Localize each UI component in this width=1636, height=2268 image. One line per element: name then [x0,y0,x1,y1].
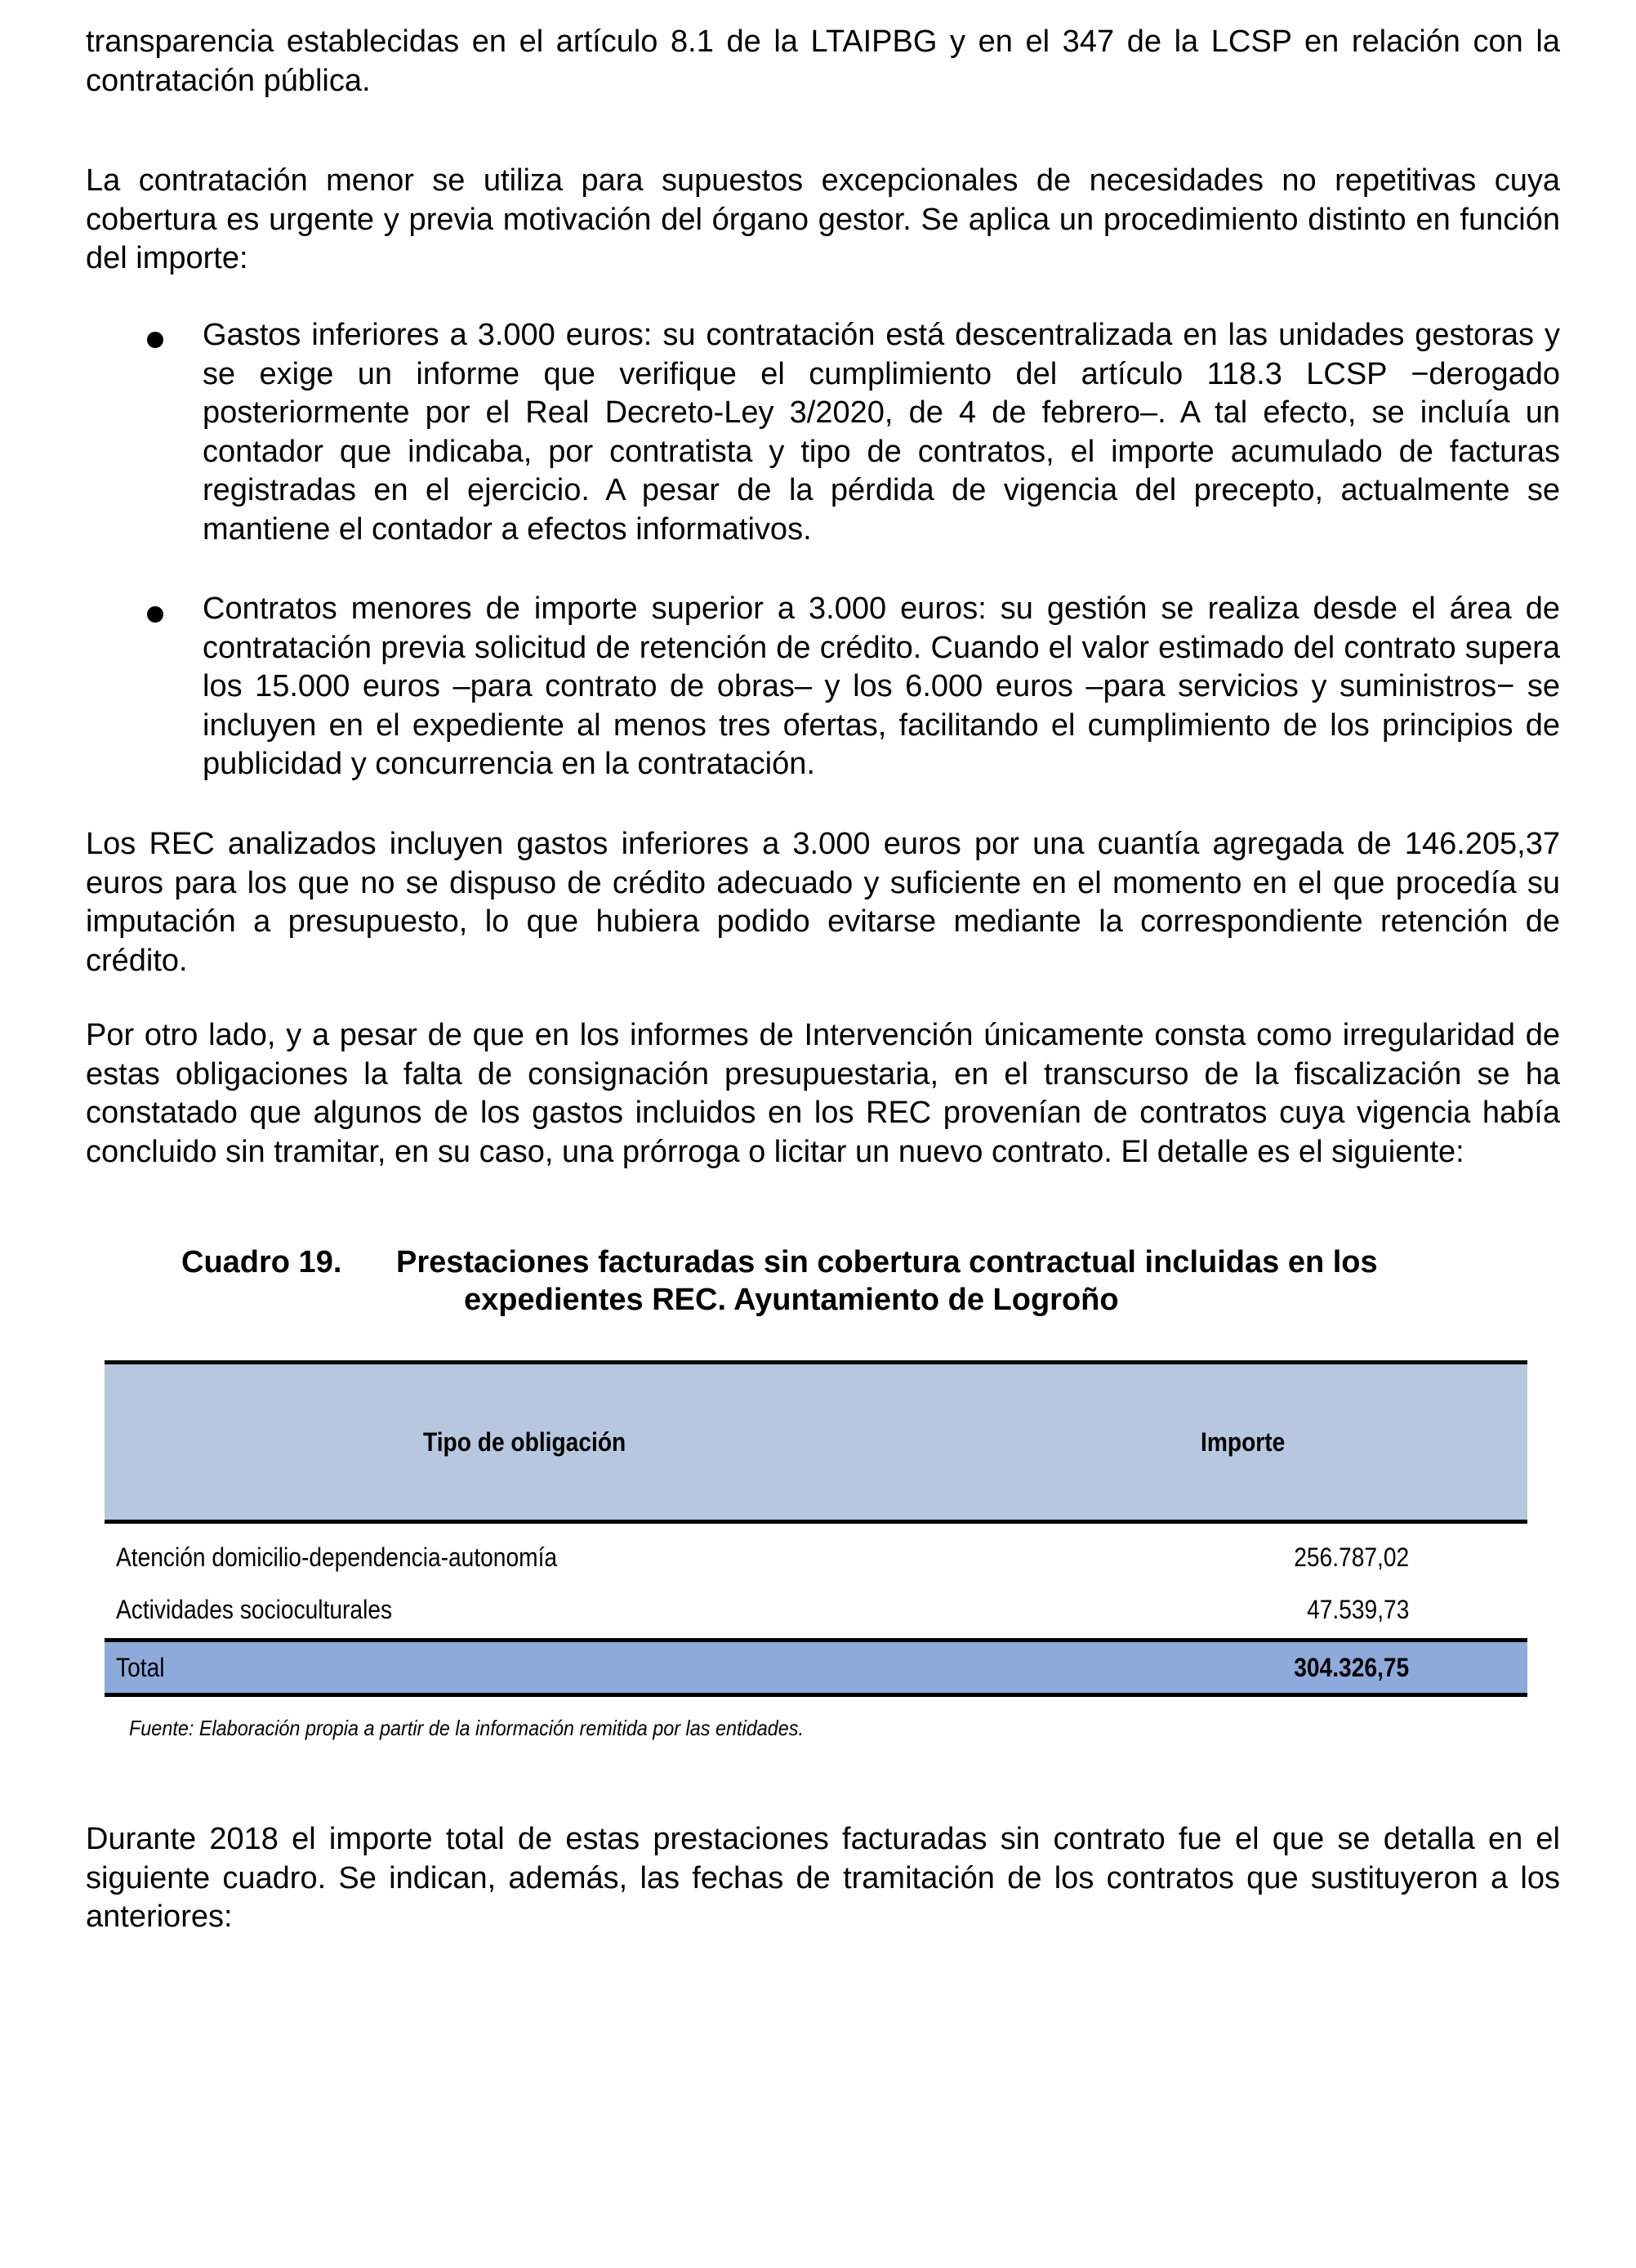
row-amount: 256.787,02 [1294,1543,1409,1572]
bullet-item-under-3000: Gastos inferiores a 3.000 euros: su contratación está descentralizada en las unidades gestoras y se exige un informe que verifique el cumplimiento del artículo 118.3 LCSP −derogado posteriormente por el Real Decreto-Ley 3/2020, de 4 de febrero–. A tal efecto, se incluía un contador que indicaba, por contratista y tipo de contratos, el importe acumulado de facturas registradas en el ejercicio. A pesar de la pérdida de vigencia del precepto, actualmente se mantiene el contador a efectos informativos. [203,318,1560,547]
bullet-item-over-3000: Contratos menores de importe superior a 3.000 euros: su gestión se realiza desde el área de contratación previa solicitud de retención de crédito. Cuando el valor estimado del contrato supera los 15.000 euros –para contrato de obras– y los 6.000 euros –para servicios y suministros− se incluyen en el expediente al menos tres ofertas, facilitando el cumplimiento de los principios de publicidad y concurrencia en la contratación. [203,592,1560,781]
paragraph-minor-contracting: La contratación menor se utiliza para supuestos excepcionales de necesidades no repetitivas cuya cobertura es urgente y previa motivación del órgano gestor. Se aplica un procedimiento distinto en función del importe: [86,163,1560,275]
column-header-amount: Importe [1201,1427,1286,1457]
row-amount: 47.539,73 [1306,1595,1409,1624]
total-amount: 304.326,75 [1294,1653,1409,1682]
total-label: Total [116,1653,165,1682]
bullet-icon [147,332,163,348]
row-label: Actividades socioculturales [116,1595,393,1624]
paragraph-rec-analysis: Los REC analizados incluyen gastos inferiores a 3.000 euros por una cuantía agregada de 146.205,37 euros para los que no se dispuso de crédito adecuado y suficiente en el momento en el que procedía su imputación a presupuesto, lo que hubiera podido evitarse mediante la correspondiente retención de crédito. [86,827,1560,978]
row-label: Atención domicilio-dependencia-autonomía [116,1543,558,1572]
table-caption-number: Cuadro 19. [181,1245,342,1279]
table-header [105,1360,1527,1524]
bullet-icon [147,606,163,623]
table-caption-title-line1: Prestaciones facturadas sin cobertura contractual incluidas en los [396,1245,1378,1279]
table-row [105,1583,1527,1636]
paragraph-2018-amount: Durante 2018 el importe total de estas prestaciones facturadas sin contrato fue el que se detalla en el siguiente cuadro. Se indican, además, las fechas de tramitación de los contratos que sustituyeron a los anteriores: [86,1822,1560,1934]
paragraph-irregularities: Por otro lado, y a pesar de que en los informes de Intervención únicamente consta como irregularidad de estas obligaciones la falta de consignación presupuestaria, en el transcurso de la fiscalización se ha constatado que algunos de los gastos incluidos en los REC provenían de contratos cuya vigencia había concluido sin tramitar, en su caso, una prórroga o licitar un nuevo contrato. El detalle es el siguiente: [86,1018,1560,1169]
paragraph-intro-continuation: transparencia establecidas en el artículo 8.1 de la LTAIPBG y en el 347 de la LCSP en relación con la contratación pública. [86,25,1560,98]
column-header-type: Tipo de obligación [423,1427,626,1457]
table-caption-title-line2: expedientes REC. Ayuntamiento de Logroño [464,1283,1119,1317]
table-source-note: Fuente: Elaboración propia a partir de la información remitida por las entidades. [129,1716,804,1740]
table-total-row [105,1638,1527,1697]
table-row [105,1530,1527,1584]
